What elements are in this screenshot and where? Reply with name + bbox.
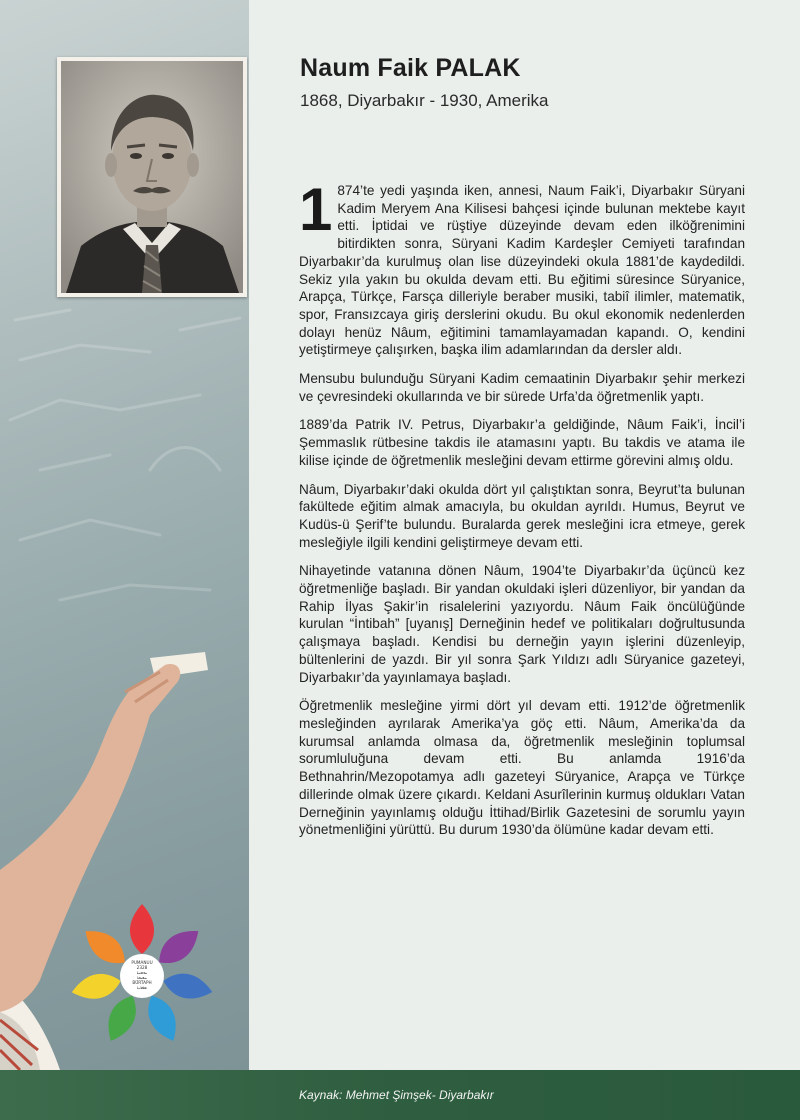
biography-paragraph: Nihayetinde vatanına dönen Nâum, 1904’te Diyarbakır’da üçüncü kez öğretmenliğe başladı. Bir yandan okuldaki işleri düzenliyor, bir yandan da Rahip İlyas Şakir’in risalelerini yazıyordu. Nâum Faik öncülüğünde kurulan “İntibah” [uyanış] Derneğinin hedef ve politikaları doğrultusunda çalışmaya başladı. Kendisi bu derneğin yayın işlerini düzenleyip, bültenlerini de yazdı. Bir yıl sonra Şark Yıldızı adlı Süryanice gazeteyi, Diyarbakır’da yayınlamaya başladı. [299, 563, 745, 685]
logo-petal-blue [161, 969, 215, 1004]
portrait-photo [57, 57, 247, 297]
biography-content [249, 0, 800, 1070]
biography-paragraph [299, 176, 745, 359]
paragraph-text: 874’te yedi yaşında iken, annesi, Naum Faik’i, Diyarbakır Süryani Kadim Meryem Ana Kilisesi bahçesi içinde bulunan mektebe kayıt etti. İptidai ve rüştiye düzeyinde devam eden ilköğrenimini bitirdikten sonra, Süryani Kadim Kardeşler Cemiyeti tarafından Diyarbakır’da kurulmuş olan lise düzeyindeki okula 1881’de kaydedildi. Sekiz yıla yakın bu okulda devam etti. Bu eğitimi süresince Süryanice, Arapça, Türkçe, Farsça dilleriyle beraber musiki, tabiî ilimler, matematik, spor, Fransızcaya giriş derslerini okudu. Bu okul ekonomik nedenlerden dolayı henüz Nâum, eğitimini tamamlayamadan kapandı. O, kendini yetiştirmeye çalışırken, başka ilim adamlarından da dersler aldı. [299, 183, 745, 358]
biography-paragraph: 1889’da Patrik IV. Petrus, Diyarbakır’a geldiğinde, Nâum Faik’i, İncil’i Şemmaslık rütbesine takdis ile atamasını yaptı. Bu takdis ve atama ile kilise içinde de öğretmenlik mesleğini devam ettirme görevini almış oldu. [299, 417, 745, 468]
person-name-title: Naum Faik PALAK [300, 54, 521, 82]
drop-cap: 1 [299, 176, 333, 243]
logo-petal-yellow [69, 969, 123, 1004]
logo-text-line: ܝܘܡܢܐ [136, 970, 148, 975]
organization-logo [62, 896, 222, 1056]
biography-paragraph: Öğretmenlik mesleğine yirmi dört yıl devam etti. 1912’de öğretmenlik mesleğinden ayrılarak Amerika’ya göç etti. Nâum, Amerika’da da kurumsal anlamda olmasa da, öğretmenlik mesleğinin toplumsal sorumluluğuna devam etti. Bu anlamda 1916’da Bethnahrin/Mezopotamya adlı gazeteyi Süryanice, Arapça ve Türkçe dillerinde olmak üzere çıkardı. Keldani Asurîlerinin kurmuş oldukları Vatan Derneğinin yayınlamış olduğu İttihad/Birlik Gazetesini de sorumlu yayın yönetmenliğini yürüttü. Bu durum 1930’da ölümüne kadar devam etti. [299, 698, 745, 838]
biography-text [299, 176, 745, 850]
logo-text-line: PUMANUU [131, 960, 153, 965]
biography-paragraph: Nâum, Diyarbakır’daki okulda dört yıl çalıştıktan sonra, Beyrut’ta bulunan fakültede eğitim almak amacıyla, bu okuldan ayrıldı. Humus, Beyrut ve Kudüs-ü Şerif’te bulundu. Buralarda gerek mesleğini icra etmeye, gerek mesleğiyle ilgili kendini geliştirmeye devam etti. [299, 481, 745, 550]
logo-text-line: ܣܦܪܝܐ [137, 985, 147, 990]
logo-petal-red [130, 904, 154, 954]
logo-text-line: ܚܒܝܒܐ [137, 975, 147, 980]
logo-text-line: BÜRTAPH [132, 980, 152, 985]
logo-petal-green [100, 991, 143, 1047]
footer-bar [0, 1070, 800, 1120]
source-credit: Kaynak: Mehmet Şimşek- Diyarbakır [299, 1088, 494, 1102]
logo-petal-lightblue [141, 991, 184, 1047]
chalkboard-panel [0, 0, 249, 1070]
birth-death-dates: 1868, Diyarbakır - 1930, Amerika [300, 91, 549, 110]
biography-paragraph: Mensubu bulunduğu Süryani Kadim cemaatinin Diyarbakır şehir merkezi ve çevresindeki okullarında ve bir sürede Urfa’da öğretmenlik yaptı. [299, 371, 745, 404]
portrait-image [61, 61, 243, 293]
logo-text-line: 2328 [136, 965, 148, 970]
